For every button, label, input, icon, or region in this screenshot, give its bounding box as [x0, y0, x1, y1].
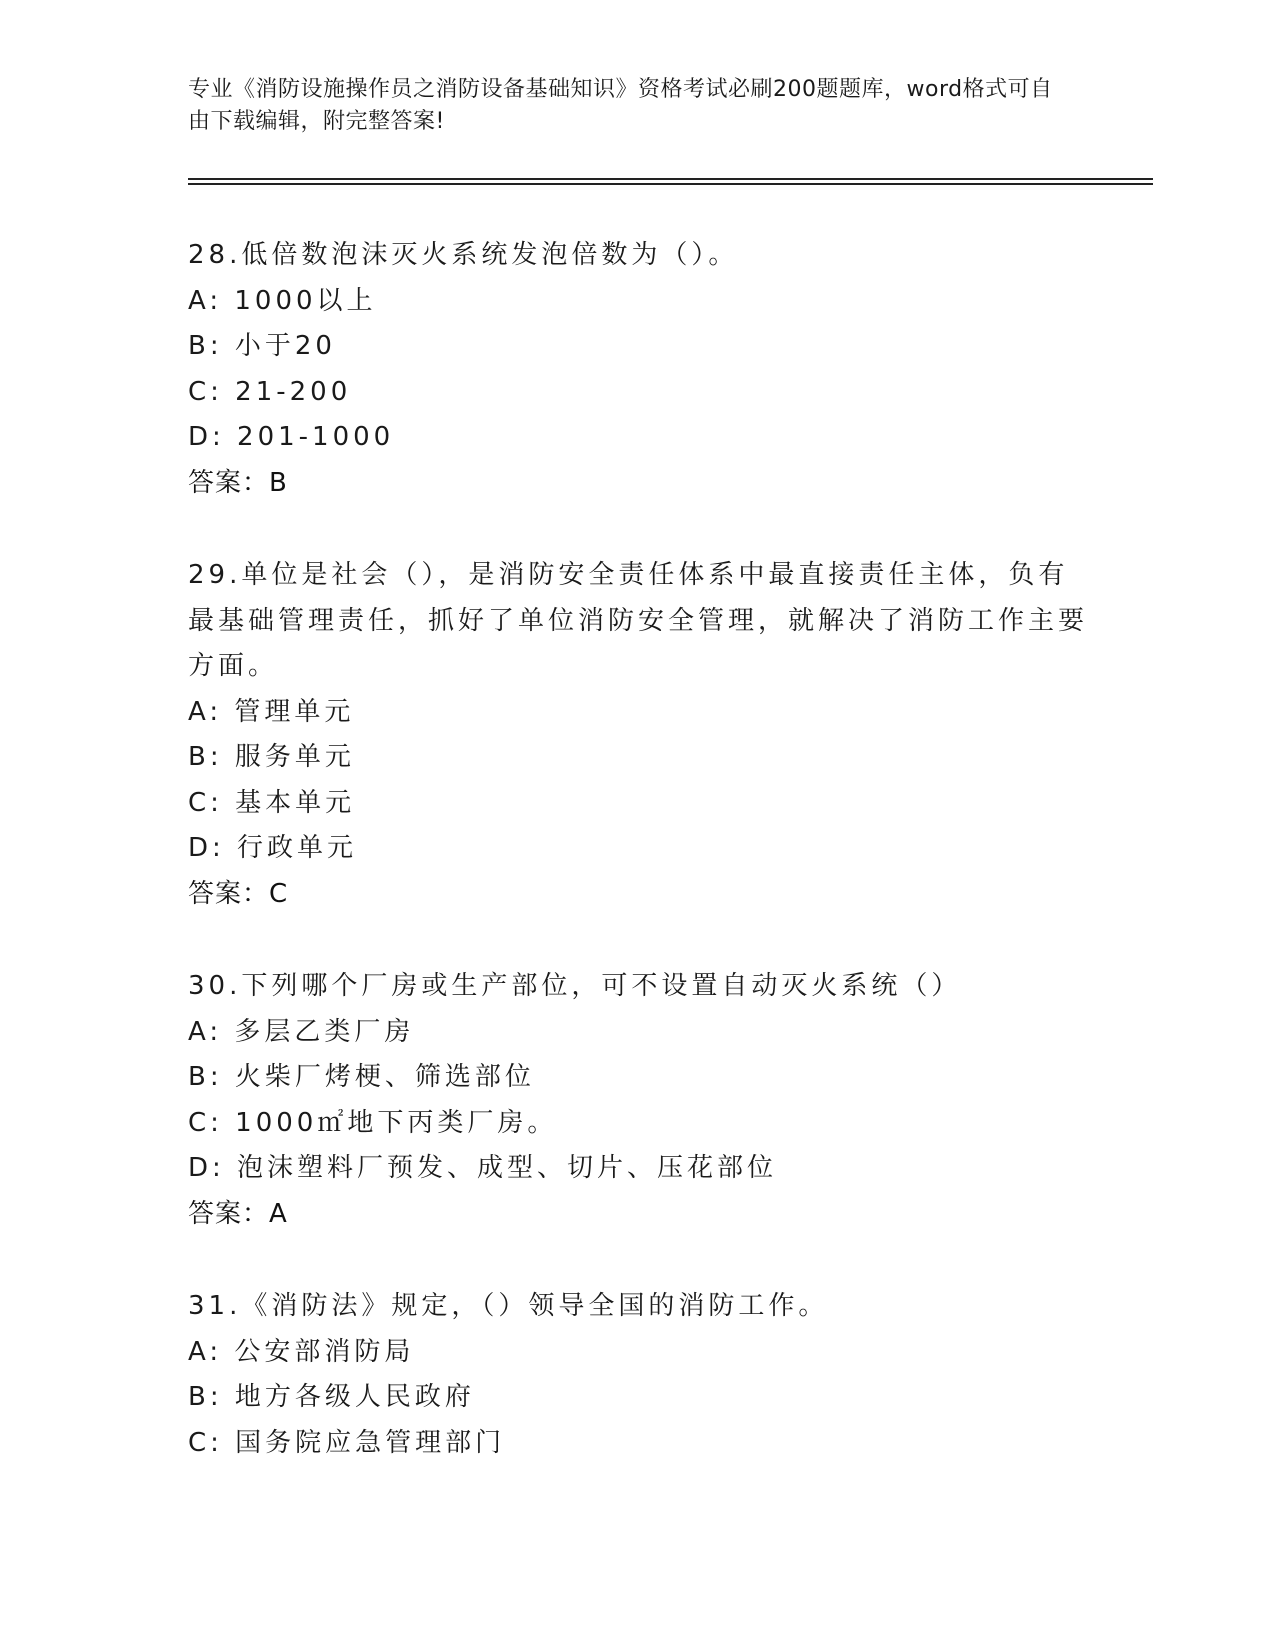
- question-stem: 29.单位是社会（），是消防安全责任体系中最直接责任主体，负有最基础管理责任，抓好了单位消防安全管理，就解决了消防工作主要方面。: [188, 560, 1089, 681]
- option-c: C: 基本单元: [188, 787, 356, 818]
- question-stem: 31.《消防法》规定，（）领导全国的消防工作。: [188, 1291, 829, 1321]
- option-a: A: 公安部消防局: [188, 1336, 415, 1367]
- document-header: 专业《消防设施操作员之消防设备基础知识》资格考试必刷200题题库，word格式可自由下载编辑，附完整答案!: [188, 77, 1053, 134]
- question-31: [188, 1284, 1088, 1466]
- option-c: C: 21-200: [188, 376, 352, 407]
- option-a: A: 管理单元: [188, 696, 355, 727]
- option-a: A: 多层乙类厂房: [188, 1016, 415, 1047]
- option-c: C: 国务院应急管理部门: [188, 1427, 506, 1458]
- question-stem: 30.下列哪个厂房或生产部位，可不设置自动灭火系统（）: [188, 971, 962, 1001]
- option-d: D: 泡沫塑料厂预发、成型、切片、压花部位: [188, 1153, 778, 1183]
- header-divider-bottom: [188, 183, 1153, 185]
- option-b: B: 服务单元: [188, 742, 355, 772]
- option-c: C: 1000㎡地下丙类厂房。: [188, 1107, 558, 1138]
- option-d: D: 行政单元: [188, 833, 358, 863]
- answer: 答案：B: [188, 467, 288, 498]
- answer: 答案：C: [188, 878, 289, 909]
- option-b: B: 地方各级人民政府: [188, 1382, 475, 1412]
- question-29: [188, 553, 1088, 917]
- question-stem: 28.低倍数泡沫灭火系统发泡倍数为（）。: [188, 240, 739, 270]
- option-d: D: 201-1000: [188, 422, 395, 452]
- question-28: [188, 233, 1088, 506]
- header-divider-top: [188, 178, 1153, 180]
- option-b: B: 小于20: [188, 331, 336, 361]
- option-b: B: 火柴厂烤梗、筛选部位: [188, 1062, 535, 1092]
- option-a: A: 1000以上: [188, 285, 377, 316]
- answer: 答案：A: [188, 1198, 288, 1229]
- question-30: [188, 964, 1088, 1237]
